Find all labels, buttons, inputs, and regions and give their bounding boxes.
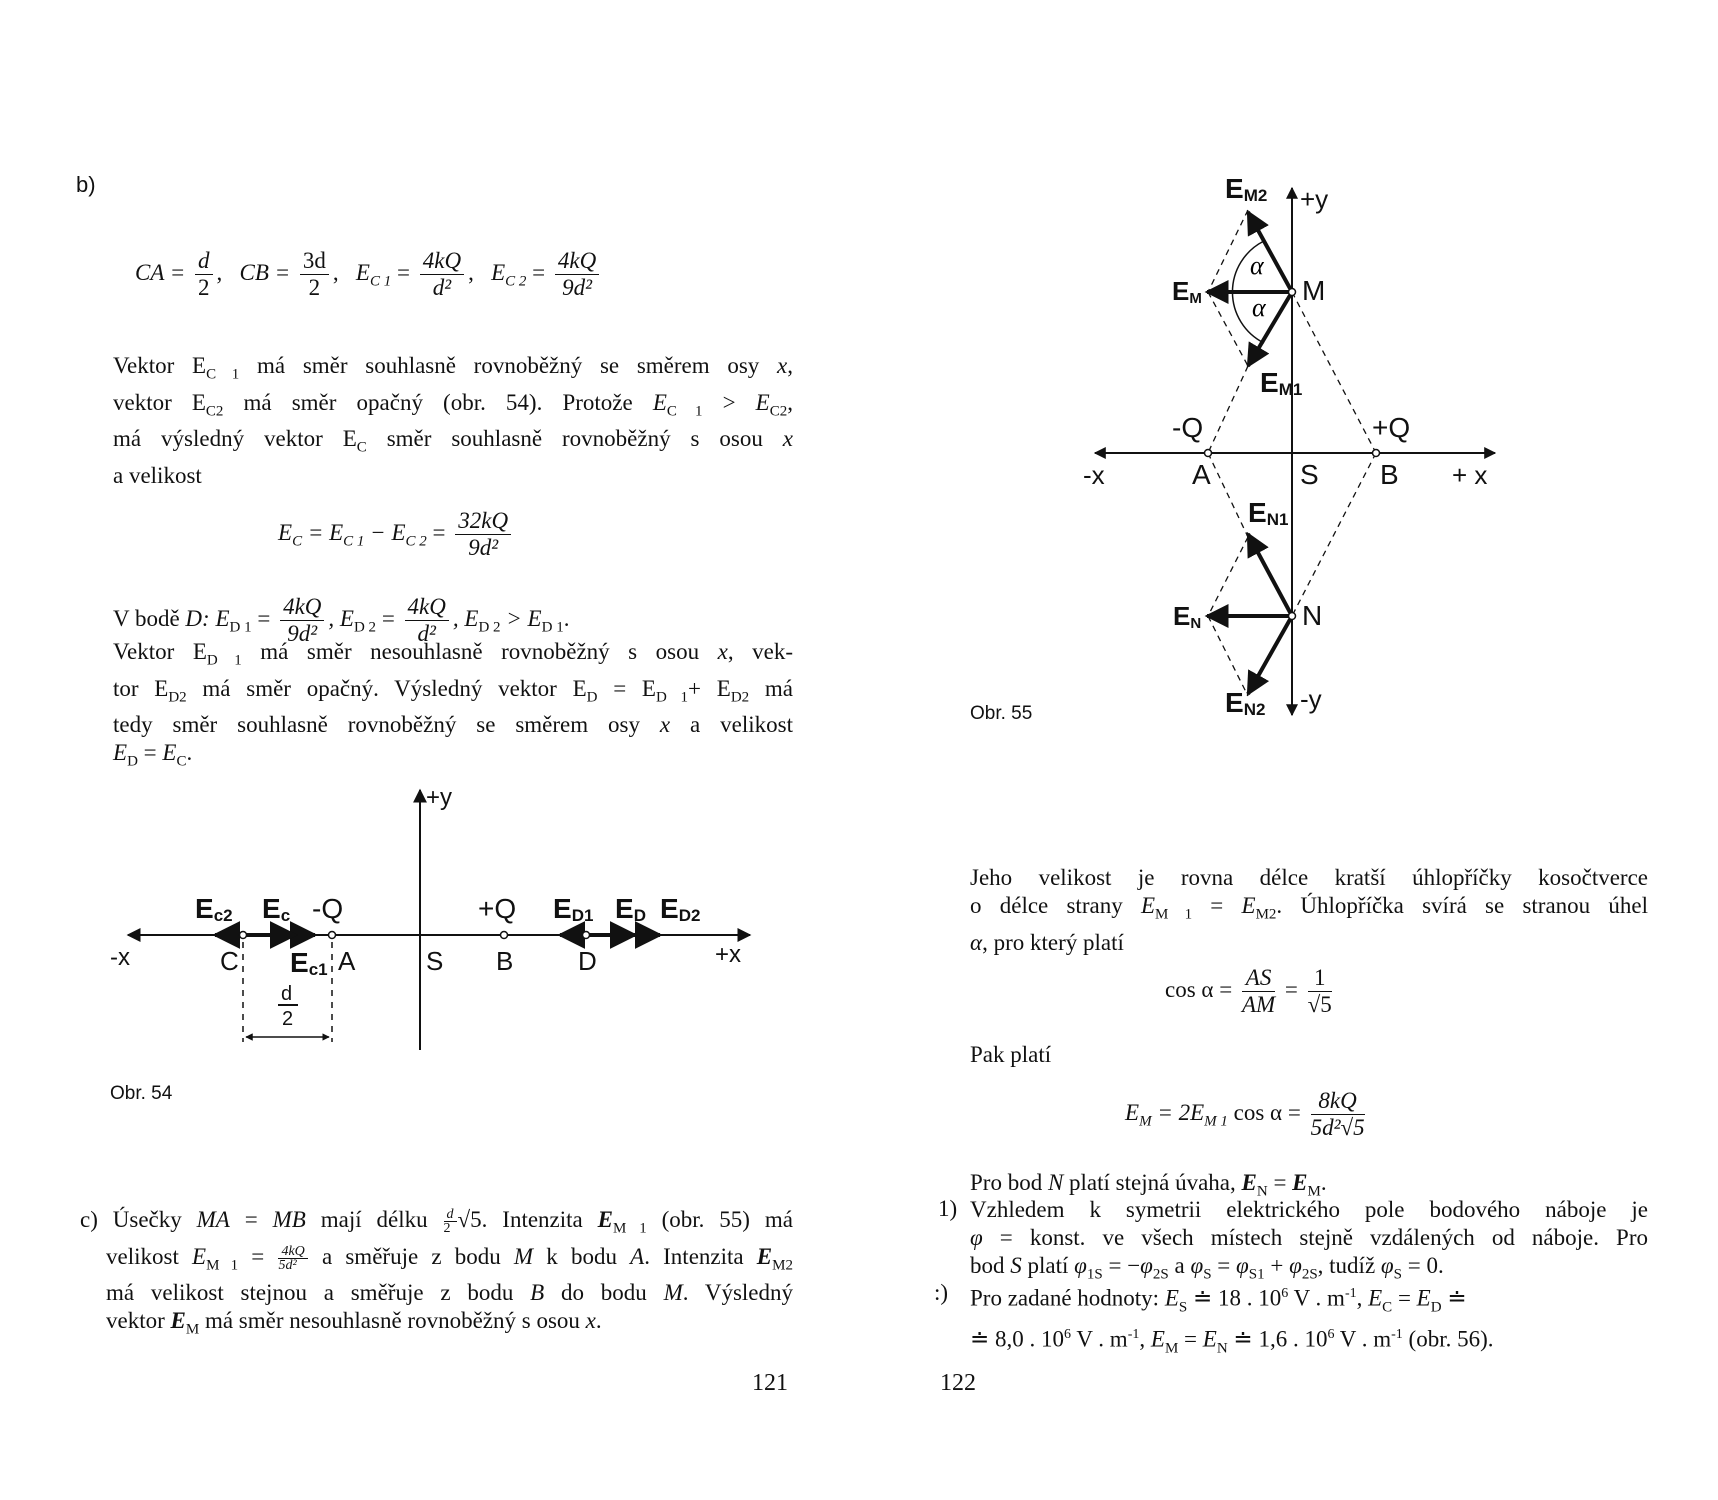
label-plus-x: +x [715,941,742,968]
label-d-den: 2 [282,1008,294,1030]
figure-55 [1080,170,1520,730]
dashed-n-n2 [1208,616,1248,696]
text-point-n: Pro bod N platí stejná úvaha, $E_N = E_M$. [970,1170,1327,1200]
dashed-m2-a [1208,210,1248,292]
part-d-marker: 1) [938,1196,958,1221]
label-en1: EN1 [1248,497,1289,529]
label-en: EN [1173,601,1202,632]
label-minus-x: -x [1083,460,1105,490]
label-b: B [1380,459,1399,490]
point-a [329,932,336,939]
part-e-marker: :) [934,1280,949,1305]
label-s: S [426,946,444,976]
equation-cos-alpha: cos α = $\frac{AS}{AM}$ = $\frac{1}{√5}$ [1165,965,1332,1017]
page-number-121: 121 [752,1370,788,1396]
vector-en1 [1248,534,1292,616]
label-en2: EN2 [1225,687,1266,719]
label-em: EM [1172,276,1202,307]
dashed-a-n1 [1208,453,1248,537]
equation-ec-total: $E_C = E_{C 1} - E_{C 2}$ = $\frac{32kQ}{\text{9d²}}$ [278,508,515,561]
dashed-n1-n [1208,537,1248,616]
point-m [1289,289,1296,296]
point-d [583,932,590,939]
paragraph-part-d: Vzhledem k symetrii elektrického pole bodového náboje je φ = konst. ve všech místech stejně vzdálených od náboje. Pro bod S platí $\varphi_{1S} = -\varphi_{2S}$ a $\varphi_S = \varphi_{S1} + \varphi_{2S}$, tudíž $\varphi_S = 0$. [970,1197,1648,1283]
point-c [240,932,247,939]
label-d: D [578,946,597,976]
label-minus-q: -Q [1172,412,1204,443]
part-b-label: b) [76,172,96,197]
equation-em: $E_M = 2E_{M 1}$ cos α = $\frac{8kQ}{\text{5d²√5}}$ [1125,1088,1365,1140]
label-plus-y: +y [1300,184,1329,214]
dashed-m-m1 [1208,292,1248,366]
label-alpha-top: α [1250,251,1264,280]
paragraph-part-c: c) Úsečky MA = MB mají délku $\frac{d}{2}$ √5. Intenzita $E_{M 1}$ (obr. 55) má velikost $E_{M 1}$ = $\frac{4kQ}{\text{5d²}}$ a směřuje z bodu M k bodu A. Intenzita $E_{M2}$ má velikost stejnou a směřuje z bodu B do bodu M. Výsledný vektor $E_M$ má směr nesouhlasně rovnoběžný s osou x. [80,1207,794,1338]
figure-54 [110,780,760,1060]
label-ed1: ED1 [553,893,594,925]
label-ec2: Ec2 [195,893,233,925]
label-plus-q: +Q [1372,412,1411,443]
label-ec1: Ec1 [290,947,328,979]
label-minus-q: -Q [312,893,344,924]
label-ec: Ec [262,893,291,925]
label-plus-q: +Q [478,893,517,924]
label-ed: ED [615,893,646,925]
label-plus-y: +y [426,784,453,811]
text-pak-plati: Pak platí [970,1042,1052,1067]
label-minus-x: -x [110,944,130,971]
label-b: B [496,946,514,976]
label-em1: EM1 [1260,367,1303,399]
equation-point-d: V bodě D: $E_{D 1}$ = $\frac{4kQ}{\text{9d²}}$ , $E_{D 2}$ = $\frac{4kQ}{\text{d²}}$ , $E_{D 2} > E_{D 1}$. [113,594,570,646]
point-b [501,932,508,939]
point-n [1289,613,1296,620]
caption-obr-55: Obr. 55 [970,703,1033,724]
label-m: M [1302,275,1326,306]
vector-en2 [1248,616,1292,694]
label-alpha-bottom: α [1252,293,1266,322]
label-a: A [1192,459,1211,490]
dashed-m-b [1292,292,1376,453]
paragraph-part-e: Pro zadané hodnoty: $E_S$ ≐ 18 . $10^6$ V . $m^{-1}$, $E_C = E_D$ ≐ ≐ 8,0 . $10^6$ V . $m^{-1}$, $E_M = E_N$ ≐ 1,6 . $10^6$ V . $m^{-1}$ (obr. 56). [970,1285,1494,1357]
paragraph-vector-ec: Vektor $E_{C 1}$ má směr souhlasně rovnoběžný se směrem osy x, vektor $E_{C2}$ má směr opačný (obr. 54). Protože $E_{C 1} > E_{C2}$, má výsledný vektor $E_C$ směr souhlasně rovnoběžný s osou x a velikost [113,353,793,488]
paragraph-vector-ed: Vektor $E_{D 1}$ má směr nesouhlasně rovnoběžný s osou x, vek- tor $E_{D2}$ má směr opačný. Výsledný vektor $E_D = E_{D 1}+ E_{D2}$ má tedy směr souhlasně rovnoběžný se směrem osy x a velikost $E_D = E_C$. [113,639,794,770]
label-d-num: d [281,983,293,1005]
paragraph-rhombus: Jeho velikost je rovna délce kratší úhlopříčky kosočtverce o délce strany $E_{M 1} = E_{M2}$. Úhlopříčka svírá se stranou úhel α, pro který platí [970,865,1648,955]
dashed-m1-a [1208,366,1248,453]
label-ed2: ED2 [660,893,701,925]
equation-ca-cb-ec: CA = $\frac{d}{2}$ , CB = $\frac{3d}{2}$ , $E_{C 1}$ = $\frac{4kQ}{\text{d²}}$ , $E_{C 2}$ = $\frac{4kQ}{\text{9d²}}$ [135,248,603,301]
page-number-122: 122 [940,1370,976,1396]
caption-obr-54: Obr. 54 [110,1083,173,1104]
label-s: S [1300,459,1319,490]
label-c: C [220,946,239,976]
point-b [1373,450,1380,457]
label-n: N [1302,600,1323,631]
label-a: A [338,946,356,976]
label-minus-y: -y [1300,684,1322,714]
label-em2: EM2 [1225,173,1268,205]
point-a [1205,450,1212,457]
label-plus-x: + x [1452,460,1488,490]
